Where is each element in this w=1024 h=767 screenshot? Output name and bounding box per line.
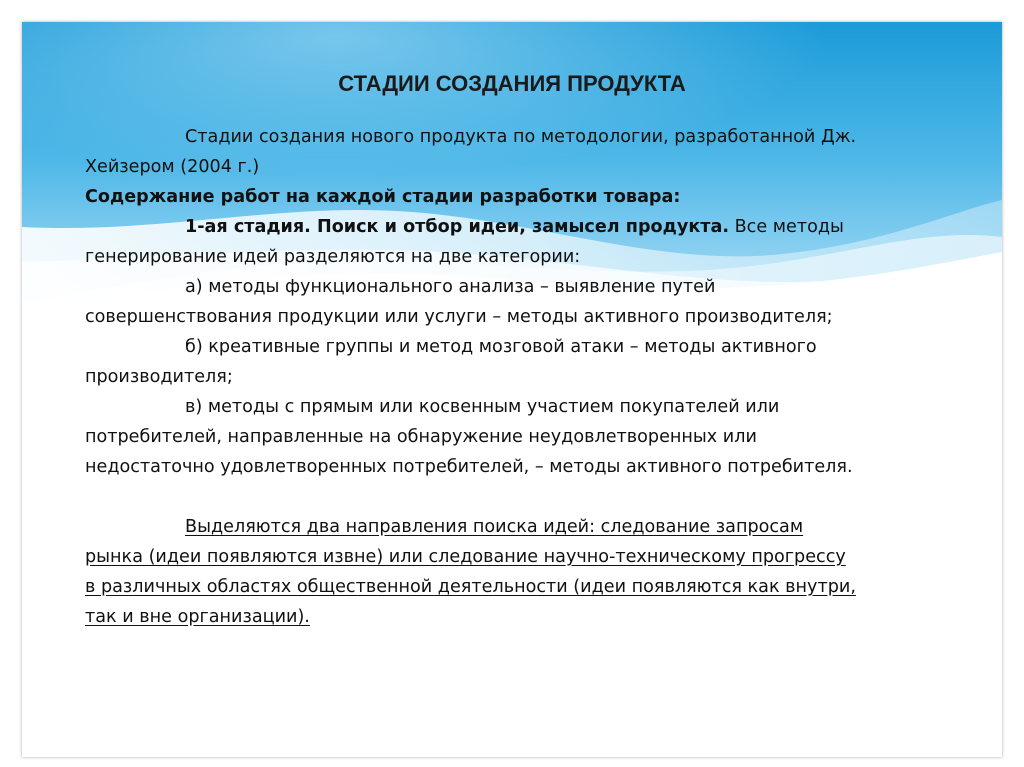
stage-title: 1-ая стадия. Поиск и отбор идеи, замысел продукта.	[185, 217, 730, 237]
underlined-line: так и вне организации).	[85, 607, 310, 627]
text-line: б) креативные группы и метод мозговой атаки – методы активного	[185, 337, 817, 357]
underlined-line-wrap	[85, 602, 995, 632]
spacer	[85, 482, 995, 512]
underlined-line: в различных областях общественной деятельности (идеи появляются как внутри,	[85, 577, 856, 597]
text-line: Хейзером (2004 г.)	[85, 157, 260, 177]
slide	[22, 22, 1002, 757]
text-line: а) методы функционального анализа – выявление путей	[185, 277, 716, 297]
slide-body	[85, 122, 995, 632]
text-line: генерирование идей разделяются на две категории:	[85, 247, 581, 267]
underlined-line: рынка (идеи появляются извне) или следование научно-техническому прогрессу	[85, 547, 846, 567]
text-line: недостаточно удовлетворенных потребителей, – методы активного потребителя.	[85, 457, 853, 477]
text-line: потребителей, направленные на обнаружение неудовлетворенных или	[85, 427, 757, 447]
text-line: Стадии создания нового продукта по методологии, разработанной Дж.	[185, 127, 857, 147]
stage-text: Все методы	[729, 217, 844, 237]
text-line: производителя;	[85, 367, 233, 387]
text-line: в) методы с прямым или косвенным участием покупателей или	[185, 397, 780, 417]
text-line: совершенствования продукции или услуги – методы активного производителя;	[85, 307, 833, 327]
underlined-line: Выделяются два направления поиска идей: следование запросам	[185, 517, 804, 537]
stage-line	[85, 212, 995, 242]
subheading: Содержание работ на каждой стадии разработки товара:	[85, 187, 681, 207]
slide-title: СТАДИИ СОЗДАНИЯ ПРОДУКТА	[338, 71, 686, 96]
